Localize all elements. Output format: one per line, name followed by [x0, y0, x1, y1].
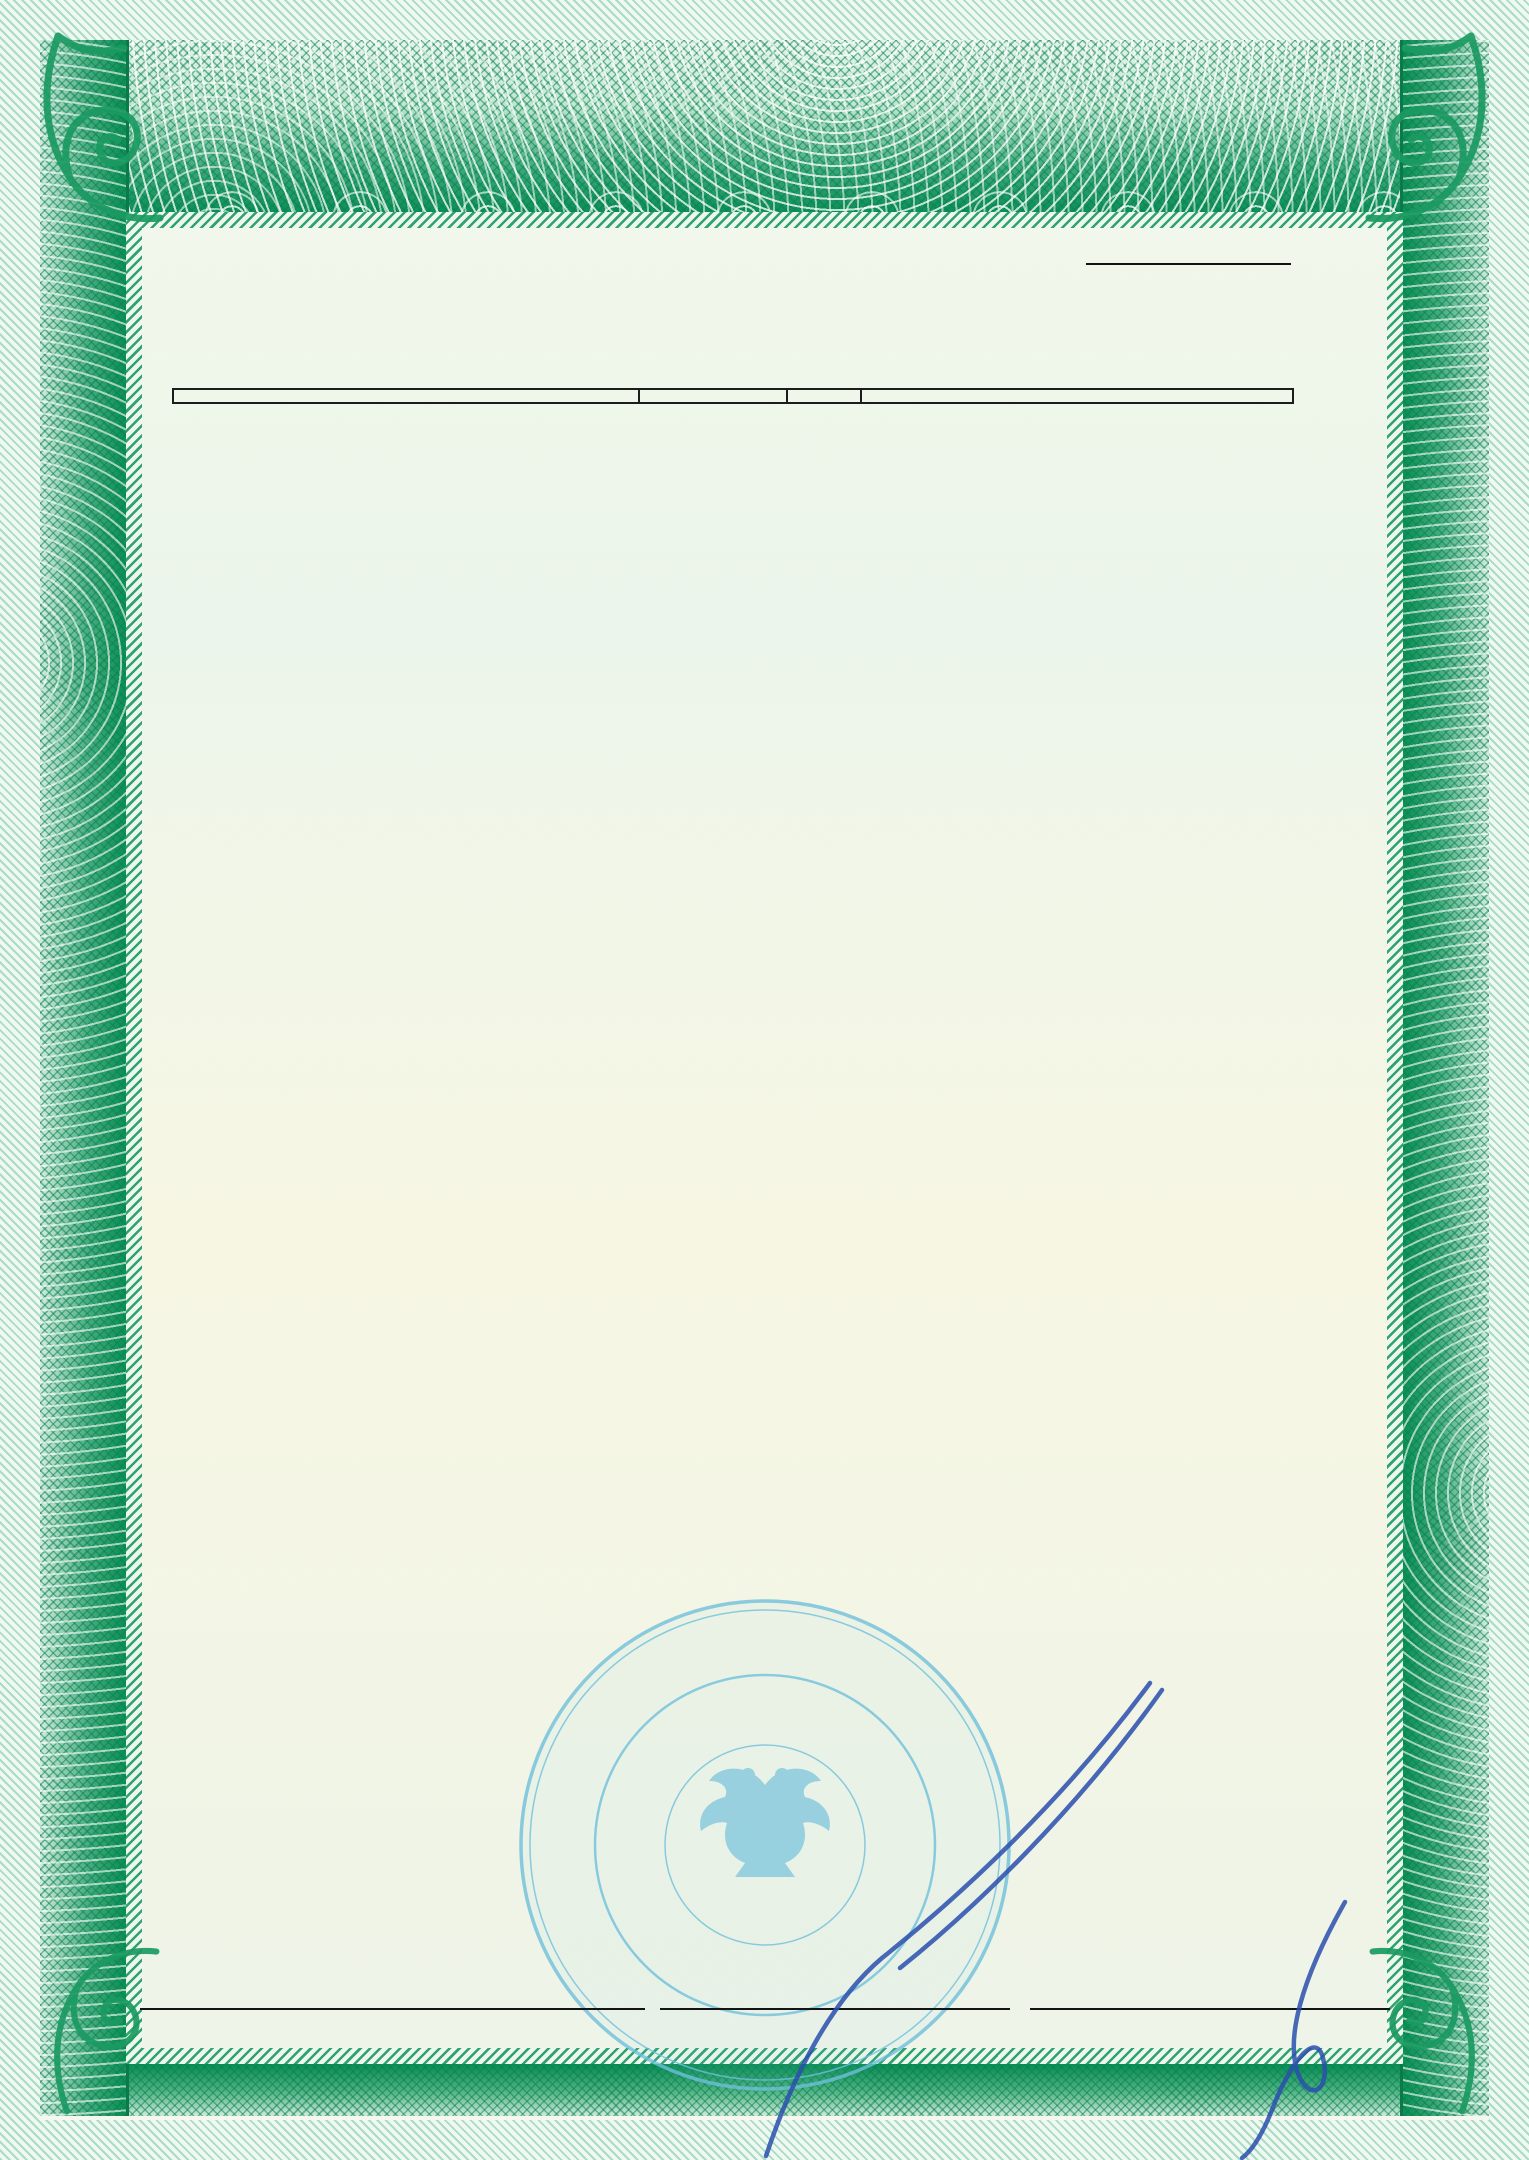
- guilloche-border-right: [1400, 40, 1489, 2116]
- waste-table-wrap: [172, 388, 1292, 404]
- header-works: [861, 389, 1293, 403]
- name-line: [1030, 1968, 1390, 2010]
- position-signature-column: [140, 1968, 645, 2014]
- position-line: [140, 1968, 645, 2010]
- document-body: [126, 212, 1403, 2064]
- guilloche-border-top: [40, 40, 1489, 215]
- table-header-row: [173, 389, 1293, 403]
- header-fkko-code: [639, 389, 787, 403]
- header-waste-name: [173, 389, 639, 403]
- name-signature-column: [1030, 1968, 1390, 2014]
- signature-column: [660, 1968, 1010, 2014]
- appendix-number: [1086, 224, 1104, 261]
- guilloche-border-left: [40, 40, 129, 2116]
- signature-line: [660, 1968, 1010, 2010]
- number-underline: [1086, 263, 1291, 265]
- waste-table: [172, 388, 1294, 404]
- guilloche-border-bottom: [40, 2059, 1489, 2116]
- header-hazard-class: [787, 389, 861, 403]
